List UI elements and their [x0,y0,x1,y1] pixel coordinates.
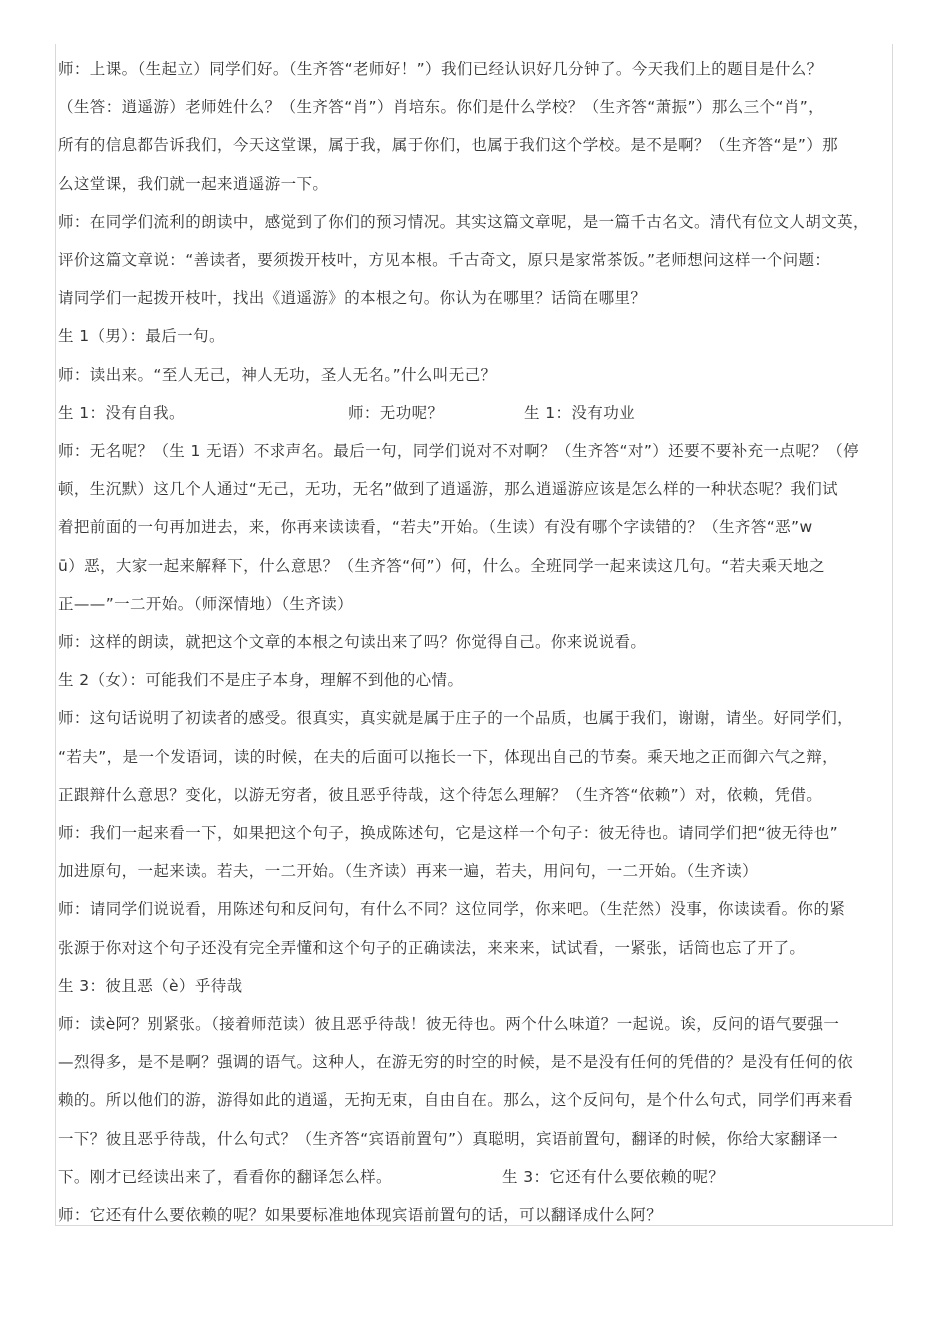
text-line: 正——”一二开始。（师深情地）（生齐读） [58,594,354,613]
text-line: 正跟辩什么意思？变化，以游无穷者，彼且恶乎待哉，这个待怎么理解？（生齐答“依赖”）对，依赖，凭借。 [58,785,823,804]
text-line: 么这堂课，我们就一起来逍遥游一下。 [58,174,329,193]
text-line: 师：它还有什么要依赖的呢？如果要标准地体现宾语前置句的话，可以翻译成什么阿？ [58,1206,663,1225]
text-line: 师：上课。（生起立）同学们好。（生齐答“老师好！”）我们已经认识好几分钟了。今天我们上的题目是什么？ [58,60,823,78]
split-line-part: 生 1：没有自我。 [58,403,185,422]
text-line: 加进原句，一起来读。若夫，一二开始。（生齐读）再来一遍，若夫，用问句，一二开始。（生齐读） [58,862,759,881]
split-line [58,1158,904,1196]
text-line: —烈得多，是不是啊？强调的语气。这种人，在游无穷的时空的时候，是不是没有任何的凭借的？是没有任何的依 [58,1053,854,1072]
text-line: 评价这篇文章说：“善读者，要须拨开枝叶，方见本根。千古奇文，原只是家常茶饭。”老师想问这样一个问题： [58,251,831,270]
text-line: “若夫”，是一个发语词，读的时候，在夫的后面可以拖长一下，体现出自己的节奏。乘天地之正而御六气之辩， [58,747,839,766]
text-line: 师：读è阿？别紧张。（接着师范读）彼且恶乎待哉！彼无待也。两个什么味道？一起说。诶，反问的语气要强一 [58,1015,840,1034]
split-line-part: 师：无功呢？ [348,403,444,422]
text-line: 生 1（男）：最后一句。 [58,327,225,346]
text-line: 着把前面的一句再加进去，来，你再来读读看，“若夫”开始。（生读）有没有哪个字读错的？（生齐答“恶”w [58,518,813,537]
split-line [58,394,904,432]
split-line-part: 下。刚才已经读出来了，看看你的翻译怎么样。 [58,1167,392,1186]
text-line: 师：这样的朗读，就把这个文章的本根之句读出来了吗？你觉得自己。你来说说看。 [58,633,647,652]
text-line: ū）恶，大家一起来解释下，什么意思？（生齐答“何”）何，什么。全班同学一起来读这几句。“若夫乘天地之 [58,556,825,575]
split-line-part: 生 1：没有功业 [524,403,635,422]
text-line: 请同学们一起拨开枝叶，找出《逍遥游》的本根之句。你认为在哪里？话筒在哪里？ [58,289,647,308]
text-line: 一下？彼且恶乎待哉，什么句式？（生齐答“宾语前置句”）真聪明，宾语前置句，翻译的时候，你给大家翻译一 [58,1129,839,1148]
text-line: 师：我们一起来看一下，如果把这个句子，换成陈述句，它是这样一个句子：彼无待也。请同学们把“彼无待也” [58,824,839,843]
text-line: 师：无名呢？（生 1 无语）不求声名。最后一句，同学们说对不对啊？（生齐答“对”）还要不要补充一点呢？（停 [58,442,859,461]
transcript-body [58,50,904,1234]
text-line: 赖的。所以他们的游，游得如此的逍遥，无拘无束，自由自在。那么，这个反问句，是个什么句式，同学们再来看 [58,1091,854,1110]
text-line: 生 3：彼且恶（è）乎待哉 [58,976,243,995]
text-line: 生 2（女）：可能我们不是庄子本身，理解不到他的心情。 [58,671,464,690]
text-line: （生答：逍遥游）老师姓什么？（生齐答“肖”）肖培东。你们是什么学校？（生齐答“萧振”）那么三个“肖”， [58,98,825,117]
text-line: 师：在同学们流利的朗读中，感觉到了你们的预习情况。其实这篇文章呢，是一篇千古名文。清代有位文人胡文英， [58,212,869,231]
split-line-part: 生 3：它还有什么要依赖的呢？ [502,1167,725,1186]
text-line: 师：这句话说明了初读者的感受。很真实，真实就是属于庄子的一个品质，也属于我们，谢谢，请坐。好同学们， [58,709,854,728]
text-line: 所有的信息都告诉我们，今天这堂课，属于我，属于你们，也属于我们这个学校。是不是啊？（生齐答“是”）那 [58,136,839,155]
text-line: 师：读出来。“至人无己，神人无功，圣人无名。”什么叫无己？ [58,365,497,384]
text-line: 师：请同学们说说看，用陈述句和反问句，有什么不同？这位同学，你来吧。（生茫然）没事，你读读看。你的紧 [58,900,846,919]
text-line: 张源于你对这个句子还没有完全弄懂和这个句子的正确读法，来来来，试试看，一紧张，话筒也忘了开了。 [58,938,806,957]
text-line: 顿，生沉默）这几个人通过“无己，无功，无名”做到了逍遥游，那么逍遥游应该是怎么样的一种状态呢？我们试 [58,480,839,499]
